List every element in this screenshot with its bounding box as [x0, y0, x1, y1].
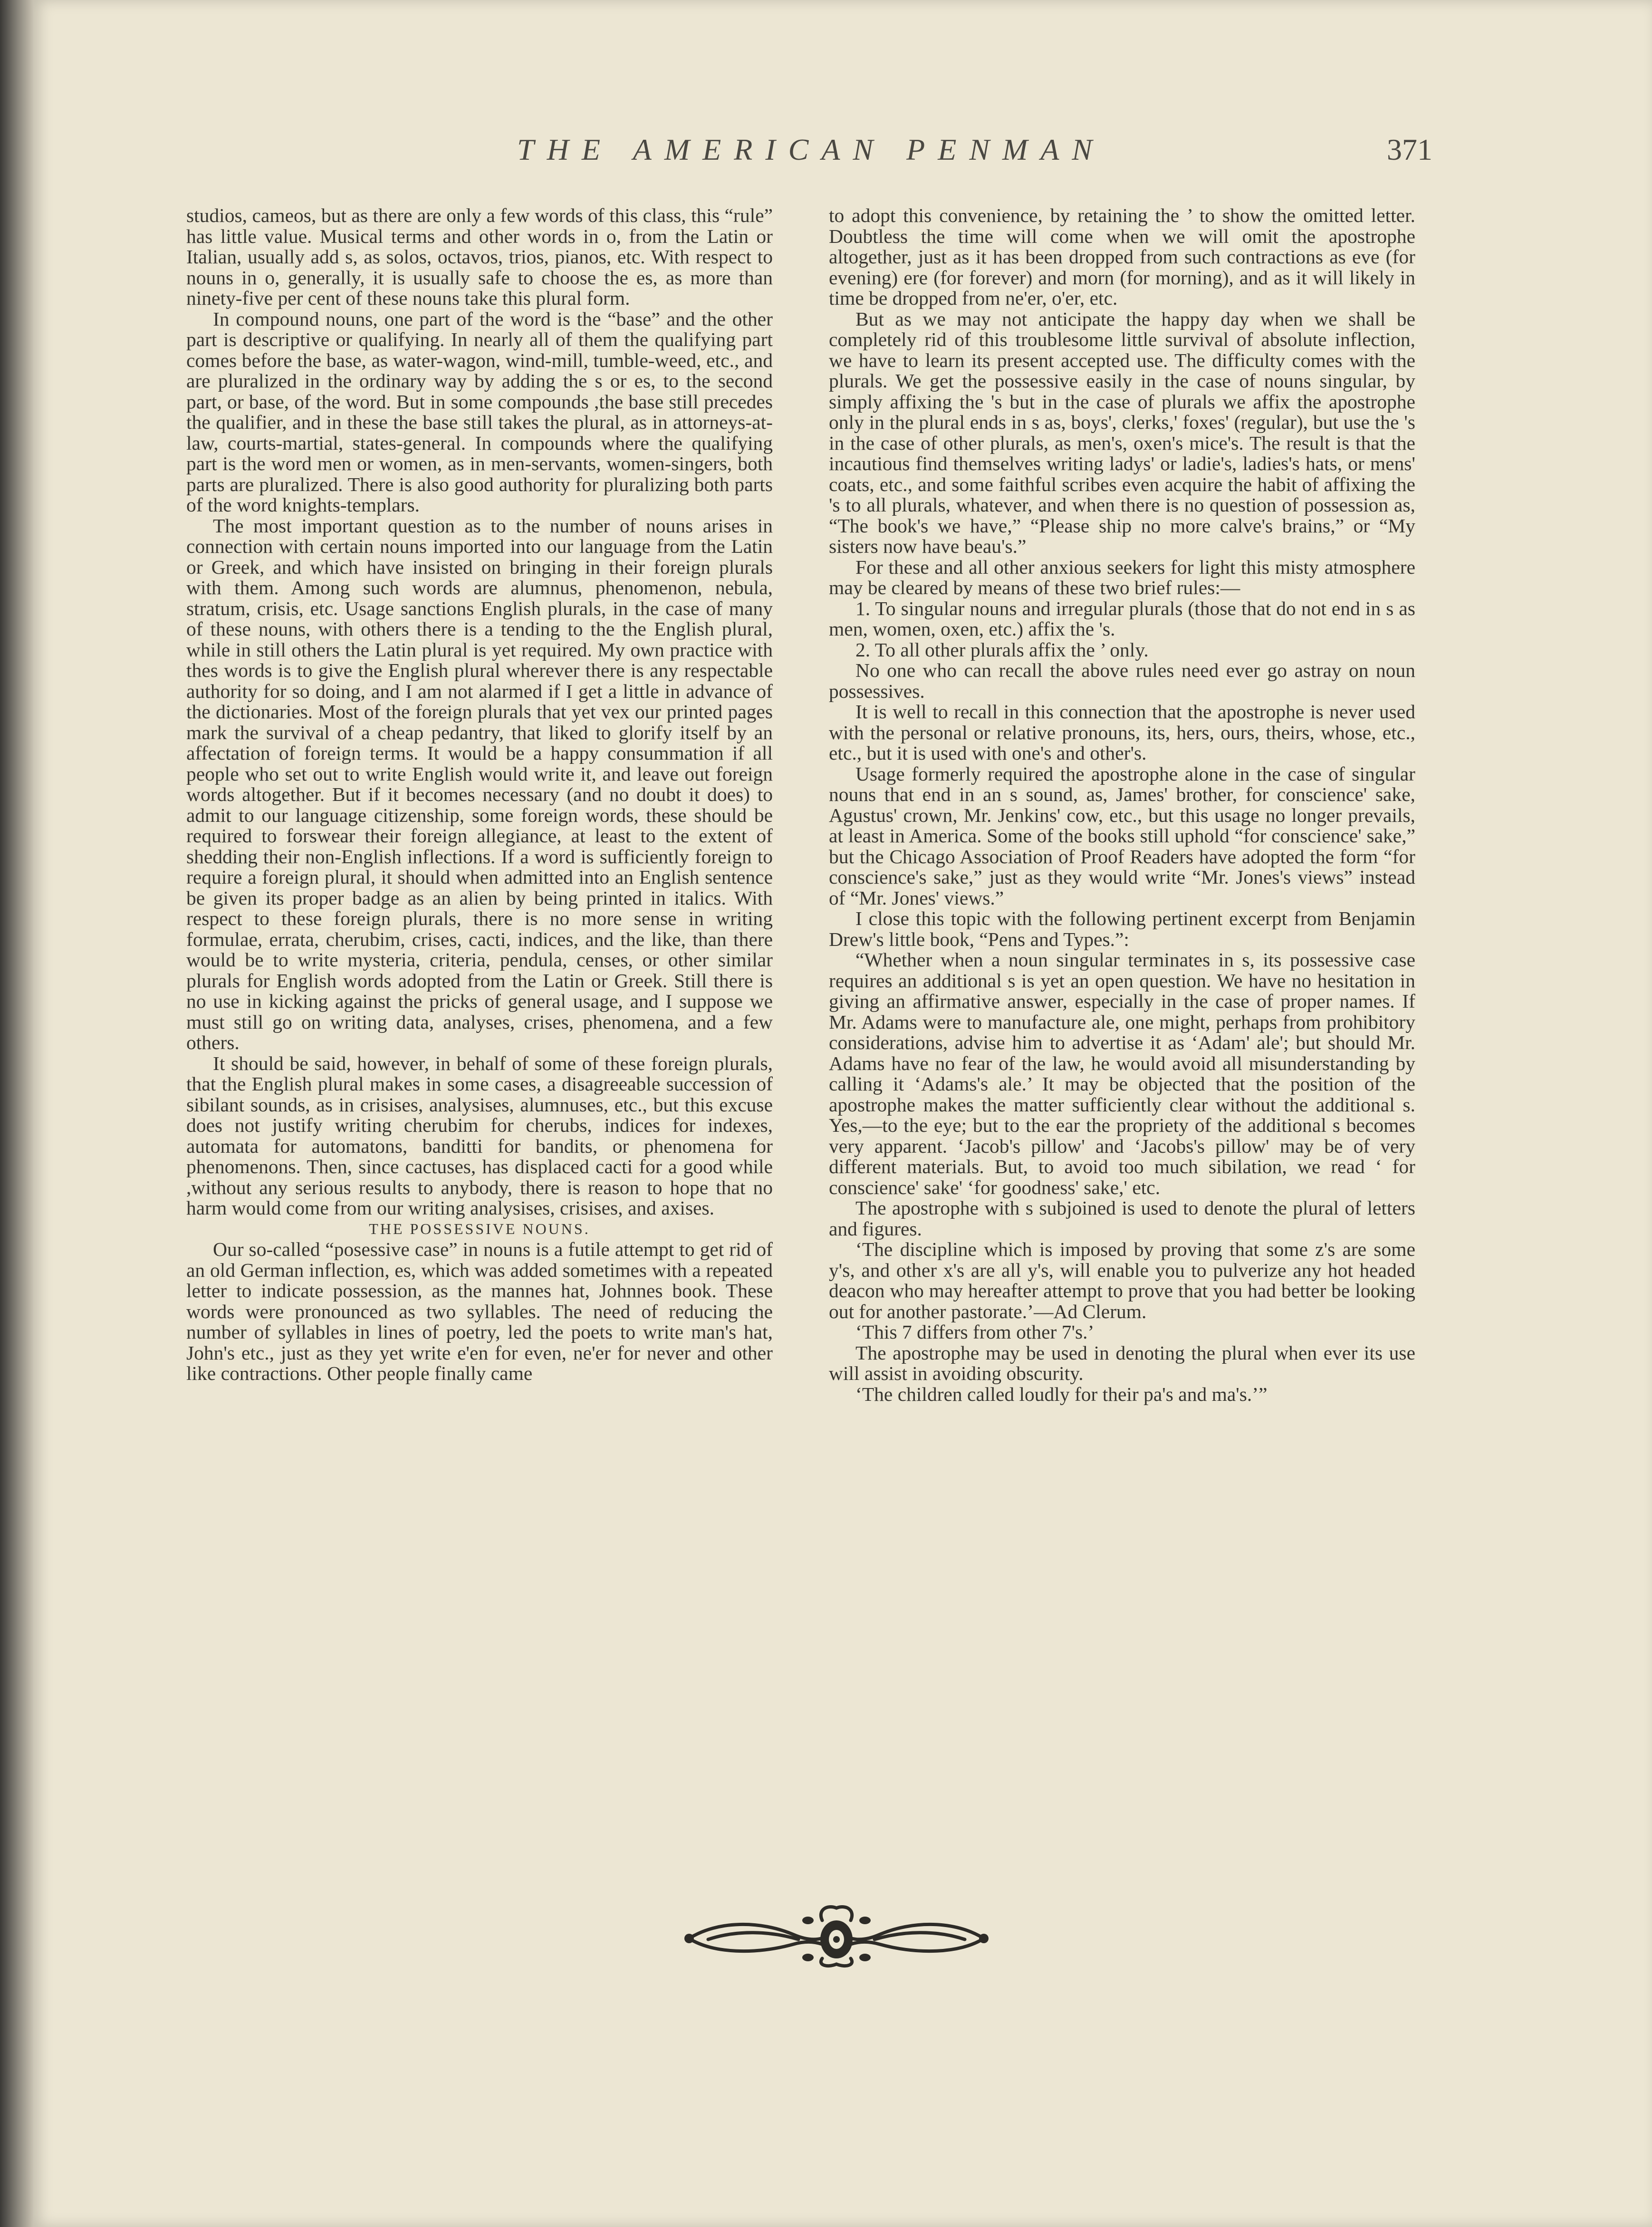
- quotation-paragraph: ‘The discipline which is imposed by proving that some z's are some y's, and other x's are all y's, will enable you to pulverize any hot headed deacon who may hereafter attempt to prove that you had better be looking out for another pastorate.’—Ad Clerum.: [829, 1238, 1415, 1322]
- section-heading: THE POSSESSIVE NOUNS.: [369, 1220, 590, 1237]
- paragraph: The most important question as to the number of nouns arises in connection with certain nouns imported into our language from the Latin or Greek, and which have insisted on bringing in their foreign plurals with them. Among such words are alumnus, phenomenon, nebula, stratum, crisis, etc. Usage sanctions English plurals, in the case of many of these nouns, with others there is a tending to the the English plural, while in still others the Latin plural is yet required. My own practice with thes words is to give the English plural wherever there is any respectable authority for so doing, and I am not alarmed if I get a little in advance of the dictionaries. Most of the foreign plurals that yet vex our printed pages mark the survival of a cheap pedantry, that liked to glorify itself by an affectation of foreign terms. It would be a happy consummation if all people who set out to write English would write it, and leave out foreign words altogether. But if it becomes necessary (and no doubt it does) to admit to our language citizenship, some foreign words, these should be required to forswear their foreign allegiance, at least to the extent of shedding their non-English inflections. If a word is sufficiently foreign to require a foreign plural, it should when admitted into an English sentence be given its proper badge as an alien by being printed in italics. With respect to these foreign plurals, there is no more sense in writing formulae, errata, cherubim, crises, cacti, indices, and the like, than there would be to write mysteria, criteria, pendula, censes, or other similar plurals for English words adopted from the Latin or Greek. Still there is no use in kicking against the pricks of general usage, and I suppose we must still go on writing data, analyses, crises, phenomena, and a few others.: [186, 514, 773, 1053]
- right-column: [829, 205, 1415, 1405]
- paragraph: It is well to recall in this connection that the apostrophe is never used with the personal or relative pronouns, its, hers, ours, theirs, whose, etc., etc., but it is used with one's and other's.: [829, 701, 1415, 764]
- running-head: THE AMERICAN PENMAN: [517, 133, 1105, 166]
- rule-item: 2. To all other plurals affix the ’ only.: [855, 638, 1149, 661]
- book-spine: [0, 0, 33, 2227]
- paragraph: Our so-called “posessive case” in nouns is a futile attempt to get rid of an old German inflection, es, which was added sometimes with a repeated letter to indicate possession, as the mannes hat, Johnnes book. These words were pronounced as two syllables. The need of reducing the number of syllables in lines of poetry, led the poets to write man's hat, John's etc., just as they yet write e'en for even, ne'er for never and other like contractions. Other people finally came: [186, 1238, 773, 1384]
- book-page: [33, 0, 1652, 2227]
- page-number: 371: [1387, 133, 1432, 166]
- quotation-paragraph: ‘This 7 differs from other 7's.’: [855, 1321, 1095, 1343]
- page-header: [33, 132, 1652, 184]
- quotation-paragraph: “Whether when a noun singular terminates in s, its possessive case requires an additional s is yet an open question. We have no hesitation in giving an affirmative answer, especially in the case of proper names. If Mr. Adams were to manufacture ale, one might, perhaps from prohibitory considerations, advise him to advertise it as ‘Adam' ale'; but should Mr. Adams have no fear of the law, he would avoid all misunderstanding by calling it ‘Adams's ale.’ It may be objected that the position of the apostrophe makes the matter sufficiently clear without the additional s. Yes,—to the eye; but to the ear the propriety of the additional s becomes very apparent. ‘Jacob's pillow' and ‘Jacobs's pillow' may be of very different materials. But, to avoid too much sibilation, we read ‘ for conscience' sake' ‘for goodness' sake,' etc.: [829, 949, 1415, 1198]
- paragraph: The apostrophe with s subjoined is used to denote the plural of letters and figures.: [829, 1197, 1415, 1240]
- paragraph: But as we may not anticipate the happy day when we shall be completely rid of this troublesome little survival of absolute inflection, we have to learn its present accepted use. The difficulty comes with the plurals. We get the possessive easily in the case of nouns singular, by simply affixing the 's but in the case of plurals we affix the apostrophe only in the plural ends in s as, boys', clerks,' foxes' (regular), but use the 's in the case of other plurals, as men's, oxen's mice's. The result is that the incautious find themselves writing ladys' or ladie's, ladies's hats, or mens' coats, etc., and some faithful scribes even acquire the habit of affixing the 's to all plurals, whatever, and when there is no question of possession as, “The book's we have,” “Please ship no more calve's brains,” or “My sisters now have beau's.”: [829, 308, 1415, 557]
- paragraph: It should be said, however, in behalf of some of these foreign plurals, that the English plural makes in some cases, a disagreeable succession of sibilant sounds, as in crisises, analysises, alumnuses, etc., but this excuse does not justify writing cherubim for cherubs, indices for indexes, automata for automatons, banditti for bandits, or phenomena for phenomenons. Then, since cactuses, has displaced cacti for a good while ,without any serious results to anybody, there is reason to hope that no harm would come from our writing analysises, crisises, and axises.: [186, 1052, 773, 1219]
- left-column: [186, 205, 773, 1384]
- quotation-paragraph: ‘The children called loudly for their pa's and ma's.’”: [855, 1383, 1268, 1405]
- paragraph: In compound nouns, one part of the word is the “base” and the other part is descriptive or qualifying. In nearly all of them the qualifying part comes before the base, as water-wagon, wind-mill, tumble-weed, etc., and are pluralized in the ordinary way by adding the s or es, to the second part, or base, of the word. But in some compounds ,the base still precedes the qualifier, and in these the base still takes the plural, as in attorneys-at-law, courts-martial, states-general. In compounds where the qualifying part is the word men or women, as in men-servants, women-singers, both parts are pluralized. There is also good authority for pluralizing both parts of the word knights-templars.: [186, 308, 773, 516]
- paragraph: I close this topic with the following pertinent excerpt from Benjamin Drew's little book, “Pens and Types.”:: [829, 907, 1415, 950]
- ornament-tailpiece-icon: [680, 1901, 993, 1968]
- paragraph: Usage formerly required the apostrophe alone in the case of singular nouns that end in an s sound, as, James' brother, for conscience' sake, Agustus' crown, Mr. Jenkins' cow, etc., but this usage no longer prevails, at least in America. Some of the books still uphold “for conscience' sake,” but the Chicago Association of Proof Readers have adopted the form “for conscience's sake,” just as they would write “Mr. Jones's views” instead of “Mr. Jones' views.”: [829, 762, 1415, 909]
- rule-item: 1. To singular nouns and irregular plurals (those that do not end in s as men, women, oxen, etc.) affix the 's.: [829, 597, 1415, 640]
- paragraph: The apostrophe may be used in denoting the plural when ever its use will assist in avoiding obscurity.: [829, 1341, 1415, 1384]
- paragraph: No one who can recall the above rules need ever go astray on noun possessives.: [829, 659, 1415, 702]
- paragraph: For these and all other anxious seekers for light this misty atmosphere may be cleared by means of these two brief rules:—: [829, 556, 1415, 598]
- paragraph: to adopt this convenience, by retaining the ’ to show the omitted letter. Doubtless the time will come when we will omit the apostrophe altogether, just as it has been dropped from such contractions as eve (for evening) ere (for forever) and morn (for morning), and as it will likely in time be dropped from ne'er, o'er, etc.: [829, 204, 1415, 309]
- paragraph: studios, cameos, but as there are only a few words of this class, this “rule” has little value. Musical terms and other words in o, from the Latin or Italian, usually add s, as solos, octavos, trios, pianos, etc. With respect to nouns in o, generally, it is usually safe to choose the es, as more than ninety-five per cent of these nouns take this plural form.: [186, 204, 773, 309]
